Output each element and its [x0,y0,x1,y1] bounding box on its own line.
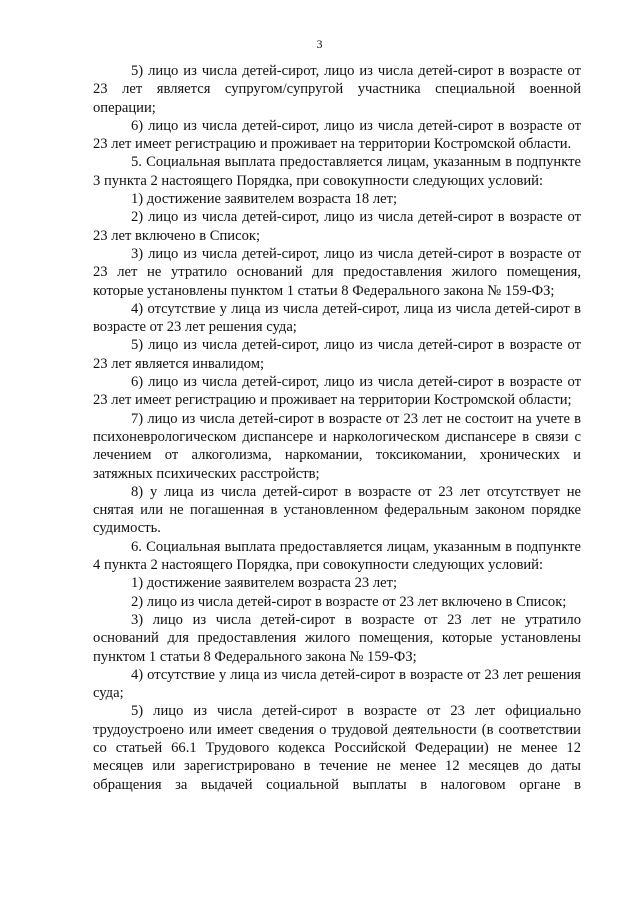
page-number: 3 [316,37,323,51]
paragraph-s6-item-1: 1) достижение заявителем возраста 23 лет; [131,575,398,592]
paragraph-s6-item-2: 2) лицо из числа детей-сирот в возрасте от 23 лет включено в Список; [131,593,567,610]
paragraph-s5-item-7: 7) лицо из числа детей-сирот в возрасте от 23 лет не состоит на учете в психоневрологическом диспансере и наркологическом диспансере в связи с лечением от алкоголизма, наркомании, токсикомании, хронических и затяжных психических расстройств; [93,410,581,482]
paragraph-section-6: 6. Социальная выплата предоставляется лицам, указанным в подпункте 4 пункта 2 настоящего Порядка, при совокупности следующих условий: [93,538,581,574]
paragraph-s5-item-2: 2) лицо из числа детей-сирот, лицо из числа детей-сирот в возрасте от 23 лет включено в Список; [93,209,581,244]
paragraph-s5-item-1: 1) достижение заявителем возраста 18 лет; [131,191,398,208]
paragraph-s6-item-3: 3) лицо из числа детей-сирот в возрасте от 23 лет не утратило оснований для предоставления жилого помещения, которые установлены пунктом 1 статьи 8 Федерального закона № 159-ФЗ; [93,611,581,665]
paragraph-s6-item-4: 4) отсутствие у лица из числа детей-сирот в возрасте от 23 лет решения суда; [93,666,581,702]
document-body [93,62,581,794]
paragraph-s5-item-3: 3) лицо из числа детей-сирот, лицо из числа детей-сирот в возрасте от 23 лет не утратило оснований для предоставления жилого помещения, которые установлены пунктом 1 статьи 8 Федерального закона № 159-ФЗ; [93,245,581,299]
paragraph-s6-item-5: 5) лицо из числа детей-сирот в возрасте от 23 лет официально трудоустроено или имеет сведения о трудовой деятельности (в соответствии со статьей 66.1 Трудового кодекса Российской Федерации) не менее 12 месяцев или зарегистрировано в течение не менее 12 месяцев до даты обращения за выдачей социальной выплаты в налоговом органе в [93,703,581,793]
paragraph-s5-item-4: 4) отсутствие у лица из числа детей-сирот, лица из числа детей-сирот в возрасте от 23 лет решения суда; [93,300,581,336]
paragraph-s5-item-5: 5) лицо из числа детей-сирот, лицо из числа детей-сирот в возрасте от 23 лет является инвалидом; [93,337,581,372]
paragraph-item-6-registration: 6) лицо из числа детей-сирот, лицо из числа детей-сирот в возрасте от 23 лет имеет регистрацию и проживает на территории Костромской области. [93,117,581,153]
paragraph-section-5: 5. Социальная выплата предоставляется лицам, указанным в подпункте 3 пункта 2 настоящего Порядка, при совокупности следующих условий: [93,154,581,189]
paragraph-s5-item-6: 6) лицо из числа детей-сирот, лицо из числа детей-сирот в возрасте от 23 лет имеет регистрацию и проживает на территории Костромской области; [93,374,581,409]
paragraph-item-5-spouse: 5) лицо из числа детей-сирот, лицо из числа детей-сирот в возрасте от 23 лет является супругом/супругой участника специальной военной операции; [93,63,581,116]
paragraph-s5-item-8: 8) у лица из числа детей-сирот в возрасте от 23 лет отсутствует не снятая или не погашенная в установленном федеральным законом порядке судимость. [93,483,581,537]
